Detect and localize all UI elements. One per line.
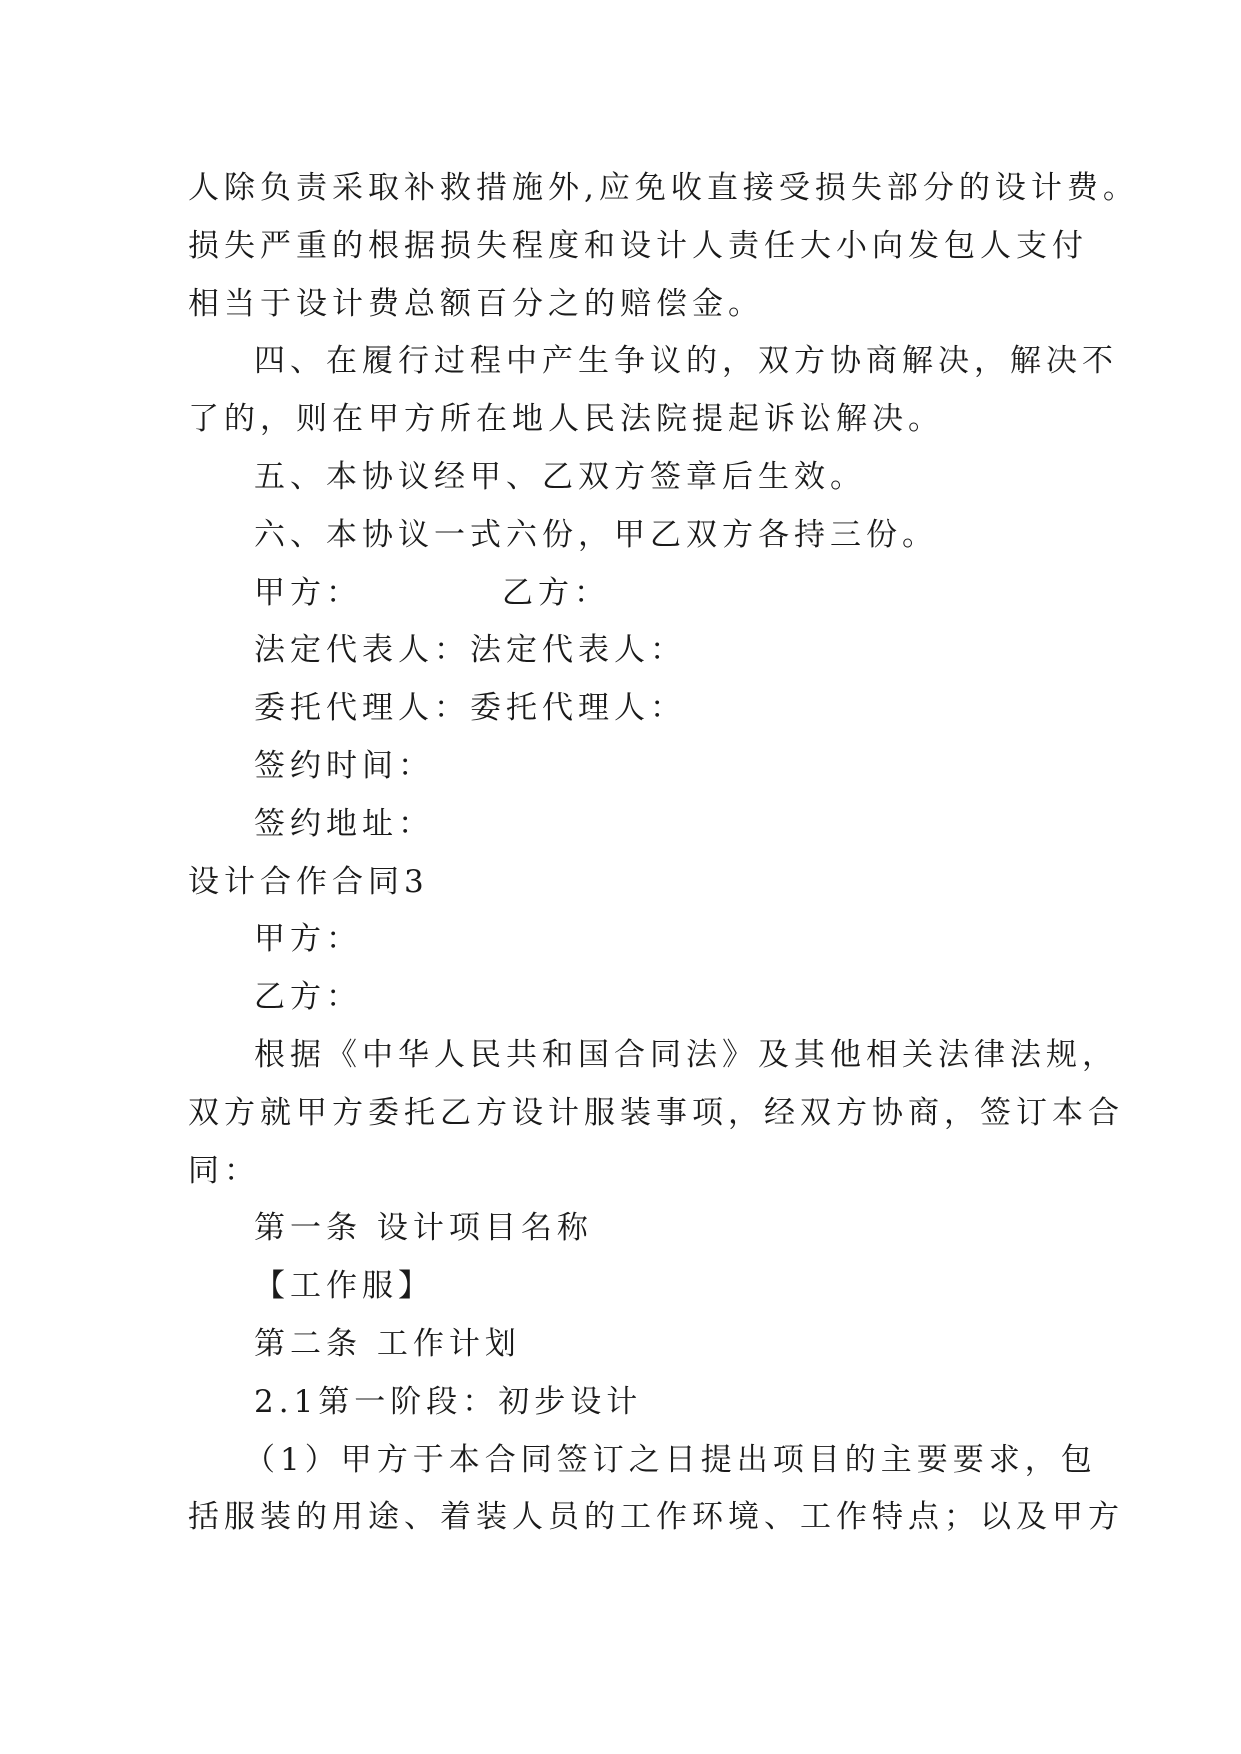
article-two-heading: 第二条 工作计划 bbox=[254, 1325, 521, 1362]
signing-address-line: 签约地址： bbox=[254, 805, 434, 842]
party-signature-line bbox=[188, 565, 1088, 623]
item-1-line: （1）甲方于本合同签订之日提出项目的主要要求，包 bbox=[244, 1441, 1097, 1478]
document-body bbox=[188, 160, 1139, 1547]
clause-six: 六、本协议一式六份，甲乙双方各持三份。 bbox=[254, 516, 938, 553]
paragraph-line: 人除负责采取补救措施外,应免收直接受损失部分的设计费。 bbox=[188, 170, 1139, 206]
preamble-line: 根据《中华人民共和国合同法》及其他相关法律法规， bbox=[254, 1036, 1118, 1073]
paragraph-line: 相当于设计费总额百分之的赔偿金。 bbox=[188, 285, 764, 322]
article-one-content: 【工作服】 bbox=[254, 1268, 434, 1305]
preamble-continuation: 双方就甲方委托乙方设计服装事项，经双方协商，签订本合 bbox=[188, 1094, 1124, 1131]
section-2-1-heading: 2.1第一阶段：初步设计 bbox=[254, 1383, 643, 1420]
article-one-heading: 第一条 设计项目名称 bbox=[254, 1210, 593, 1247]
paragraph-line: 损失严重的根据损失程度和设计人责任大小向发包人支付 bbox=[188, 227, 1088, 264]
party-a-line: 甲方： bbox=[254, 921, 362, 958]
clause-four-line: 四、在履行过程中产生争议的，双方协商解决，解决不 bbox=[254, 343, 1118, 380]
signing-time-line: 签约时间： bbox=[254, 747, 434, 784]
legal-representative-line: 法定代表人：法定代表人： bbox=[254, 632, 686, 669]
item-1-continuation: 括服装的用途、着装人员的工作环境、工作特点；以及甲方 bbox=[188, 1499, 1124, 1536]
clause-five: 五、本协议经甲、乙双方签章后生效。 bbox=[254, 458, 866, 495]
party-a-label: 甲方： bbox=[254, 574, 362, 611]
party-b-line: 乙方： bbox=[254, 979, 362, 1016]
authorized-agent-line: 委托代理人：委托代理人： bbox=[254, 690, 686, 727]
party-b-label: 乙方： bbox=[502, 574, 610, 611]
clause-four-continuation: 了的，则在甲方所在地人民法院提起诉讼解决。 bbox=[188, 401, 944, 438]
preamble-end: 同： bbox=[188, 1152, 260, 1189]
contract-title: 设计合作合同3 bbox=[188, 863, 429, 900]
